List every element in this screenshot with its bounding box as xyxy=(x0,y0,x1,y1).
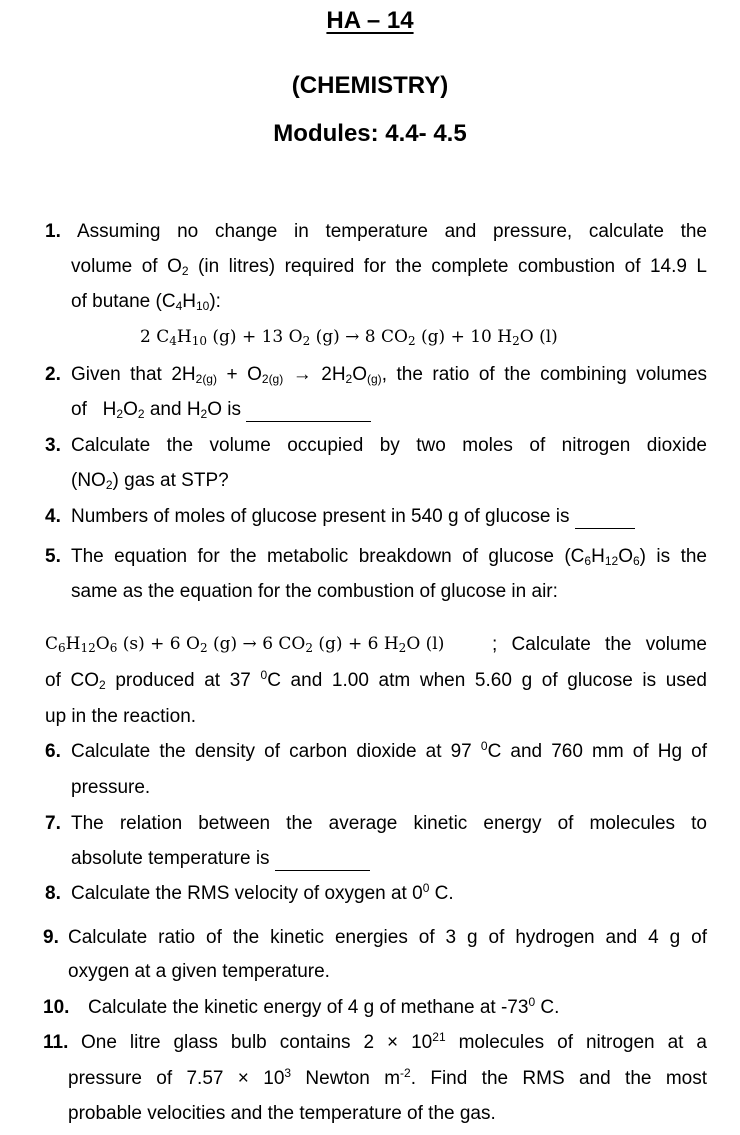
question-8-line-1: Calculate the RMS velocity of oxygen at $0^0$ C. xyxy=(71,881,454,904)
question-11-line-3: probable velocities and the temperature of the gas. xyxy=(68,1103,496,1124)
question-5-continuation-3: up in the reaction. xyxy=(45,706,197,727)
question-9-line-2: oxygen at a given temperature. xyxy=(68,961,330,982)
answer-blank[interactable] xyxy=(575,510,635,529)
question-5-equation: $C_6H_{12}O_6$ (s) + 6 $O_2$ (g) → 6 $CO_2$ (g) + 6 $H_2O$ (l) xyxy=(45,634,445,655)
question-11-number: 11. xyxy=(43,1032,69,1053)
answer-blank[interactable] xyxy=(246,403,371,422)
question-5-continuation-1: ; Calculate the volume xyxy=(492,634,707,655)
question-5-line-2: same as the equation for the combustion of glucose in air: xyxy=(71,581,558,602)
question-11-line-1: One litre glass bulb contains $2 \times 10^{21}$ molecules of nitrogen at a xyxy=(81,1030,707,1053)
question-9-line-1: Calculate ratio of the kinetic energies of 3 g of hydrogen and 4 g of xyxy=(68,927,707,948)
question-7-number: 7. xyxy=(45,813,61,834)
question-6-line-1: Calculate the density of carbon dioxide at 97 $^0$C and 760 mm of Hg of xyxy=(71,739,708,762)
question-4-line-1: Numbers of moles of glucose present in 540 g of glucose is xyxy=(71,505,635,529)
question-5-number: 5. xyxy=(45,546,61,567)
question-6-number: 6. xyxy=(45,741,61,762)
question-5-line-1: The equation for the metabolic breakdown of glucose $(C_6H_{12}O_6)$ is the xyxy=(71,546,707,568)
question-10-number: 10. xyxy=(43,997,70,1018)
question-1-line-2: volume of $O_2$ (in litres) required for the complete combustion of 14.9 L xyxy=(71,256,708,278)
question-1-line-1: Assuming no change in temperature and pressure, calculate the xyxy=(77,221,707,242)
question-9-number: 9. xyxy=(43,927,59,948)
question-1-number: 1. xyxy=(45,221,61,242)
question-6-line-2: pressure. xyxy=(71,777,151,798)
subject-heading: (CHEMISTRY) xyxy=(291,72,449,99)
question-8-number: 8. xyxy=(45,883,61,904)
question-3-line-1: Calculate the volume occupied by two moles of nitrogen dioxide xyxy=(71,435,707,456)
page-title: HA – 14 xyxy=(326,7,414,34)
question-1-equation: 2 $C_4H_{10}$ (g) + 13 $O_2$ (g) → 8 $CO_2$ (g) + 10 $H_2O$ (l) xyxy=(140,327,558,348)
answer-blank[interactable] xyxy=(275,852,370,871)
question-10-line-1: Calculate the kinetic energy of 4 g of methane at $-73^0$ C. xyxy=(88,995,560,1018)
question-4-number: 4. xyxy=(45,506,61,527)
question-5-continuation-2: of $CO_2$ produced at 37 $^0$C and 1.00 atm when 5.60 g of glucose is used xyxy=(45,668,707,692)
question-3-line-2: $(NO_2)$ gas at STP? xyxy=(71,470,229,492)
question-2-line-2: of $H_2O_2$ and $H_2O$ is xyxy=(71,398,371,422)
question-2-number: 2. xyxy=(45,364,61,385)
question-3-number: 3. xyxy=(45,435,61,456)
question-1-line-3: of butane $(C_4H_{10})$: xyxy=(71,291,221,313)
question-2-line-1: Given that $2H_{2(g)} + O_{2(g)} \to 2H_2O_{(g)}$, the ratio of the combining volumes xyxy=(71,364,708,386)
question-7-line-1: The relation between the average kinetic energy of molecules to xyxy=(71,813,707,834)
modules-heading: Modules: 4.4- 4.5 xyxy=(273,120,467,147)
question-11-line-2: pressure of $7.57 \times 10^3$ Newton $m^{-2}$. Find the RMS and the most xyxy=(68,1066,707,1089)
question-7-line-2: absolute temperature is xyxy=(71,847,370,871)
